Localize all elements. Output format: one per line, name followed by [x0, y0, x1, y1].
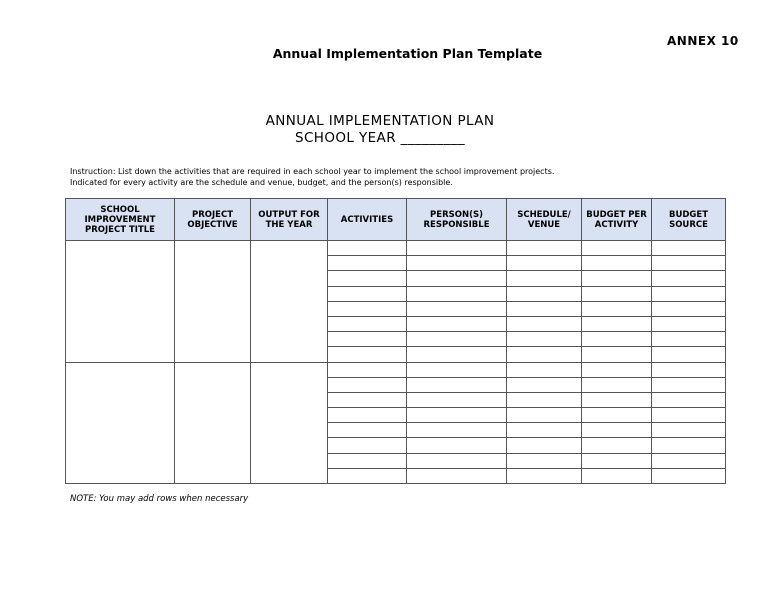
header-activities: ACTIVITIES — [328, 199, 407, 241]
table-cell — [407, 453, 507, 468]
table-cell — [328, 453, 407, 468]
table-cell — [407, 347, 507, 362]
table-cell — [582, 468, 652, 483]
document-title: Annual Implementation Plan Template — [272, 46, 543, 61]
header-schedule-venue: SCHEDULE/ VENUE — [507, 199, 582, 241]
instruction-text — [70, 166, 554, 188]
table-cell — [507, 301, 582, 316]
table-cell — [407, 256, 507, 271]
instruction-line: Instruction: List down the activities that are required in each school year to implement the school improvement projects. — [70, 167, 555, 176]
table-cell — [582, 332, 652, 347]
table-cell — [507, 347, 582, 362]
table-cell — [328, 392, 407, 407]
table-cell — [652, 423, 726, 438]
school-year-line: SCHOOL YEAR _________ — [294, 130, 466, 146]
table-cell — [507, 468, 582, 483]
table-cell — [582, 423, 652, 438]
table-cell — [328, 301, 407, 316]
table-cell — [407, 286, 507, 301]
table-cell — [507, 332, 582, 347]
table-cell — [328, 423, 407, 438]
table-cell — [582, 286, 652, 301]
table-cell — [507, 377, 582, 392]
table-cell — [407, 377, 507, 392]
table-cell — [328, 438, 407, 453]
table-cell — [652, 392, 726, 407]
table-cell — [652, 362, 726, 377]
table-cell — [407, 316, 507, 331]
table-cell — [66, 362, 175, 484]
table-cell — [407, 392, 507, 407]
table-cell — [407, 271, 507, 286]
table-cell — [175, 362, 251, 484]
note-text: NOTE: You may add rows when necessary — [70, 494, 249, 504]
table-cell — [328, 316, 407, 331]
table-cell — [507, 256, 582, 271]
table-cell — [407, 332, 507, 347]
table-cell — [652, 468, 726, 483]
table-cell — [66, 241, 175, 363]
table-cell — [652, 286, 726, 301]
table-cell — [328, 332, 407, 347]
header-budget-source: BUDGET SOURCE — [652, 199, 726, 241]
table-cell — [507, 271, 582, 286]
table-cell — [582, 453, 652, 468]
table-cell — [652, 316, 726, 331]
table-body — [66, 241, 726, 484]
table-cell — [407, 241, 507, 256]
table-cell — [652, 256, 726, 271]
table-cell — [507, 408, 582, 423]
table-cell — [328, 271, 407, 286]
annex-label: ANNEX 10 — [667, 34, 739, 48]
table-cell — [652, 271, 726, 286]
table-cell — [407, 362, 507, 377]
table-cell — [407, 423, 507, 438]
table-cell — [328, 347, 407, 362]
table-cell — [507, 286, 582, 301]
header-persons-responsible: PERSON(S) RESPONSIBLE — [407, 199, 507, 241]
table-cell — [328, 362, 407, 377]
table-cell — [652, 241, 726, 256]
table-cell — [582, 408, 652, 423]
table-cell — [507, 362, 582, 377]
header-row — [66, 199, 726, 241]
table-cell — [407, 301, 507, 316]
table-cell — [652, 347, 726, 362]
table-cell — [407, 438, 507, 453]
table-cell — [582, 271, 652, 286]
table-cell — [507, 316, 582, 331]
table-cell — [507, 423, 582, 438]
table-row — [66, 362, 726, 377]
table-cell — [328, 468, 407, 483]
table-cell — [652, 301, 726, 316]
table-cell — [582, 377, 652, 392]
table-row — [66, 241, 726, 256]
plan-title — [0, 113, 760, 147]
header-budget-per-activity: BUDGET PER ACTIVITY — [582, 199, 652, 241]
table-cell — [407, 468, 507, 483]
table-cell — [652, 453, 726, 468]
plan-title-line: ANNUAL IMPLEMENTATION PLAN — [265, 113, 495, 129]
instruction-line: Indicated for every activity are the schedule and venue, budget, and the person(s) responsible. — [70, 178, 453, 187]
table-cell — [507, 438, 582, 453]
table-cell — [582, 256, 652, 271]
table-cell — [328, 241, 407, 256]
table-cell — [507, 241, 582, 256]
table-cell — [582, 301, 652, 316]
table-cell — [582, 241, 652, 256]
table-cell — [652, 377, 726, 392]
table-cell — [582, 347, 652, 362]
table-cell — [328, 256, 407, 271]
table-cell — [407, 408, 507, 423]
table-cell — [251, 362, 328, 484]
table-cell — [582, 316, 652, 331]
table-cell — [652, 438, 726, 453]
table-cell — [582, 362, 652, 377]
table-cell — [507, 392, 582, 407]
table-cell — [328, 408, 407, 423]
table-cell — [251, 241, 328, 363]
table-cell — [652, 332, 726, 347]
header-project-title: SCHOOL IMPROVEMENT PROJECT TITLE — [66, 199, 175, 241]
implementation-plan-table — [65, 198, 726, 484]
table-cell — [582, 392, 652, 407]
table-cell — [175, 241, 251, 363]
table-cell — [582, 438, 652, 453]
header-project-objective: PROJECT OBJECTIVE — [175, 199, 251, 241]
header-output: OUTPUT FOR THE YEAR — [251, 199, 328, 241]
table-cell — [328, 377, 407, 392]
table-cell — [328, 286, 407, 301]
table-cell — [652, 408, 726, 423]
table-cell — [507, 453, 582, 468]
